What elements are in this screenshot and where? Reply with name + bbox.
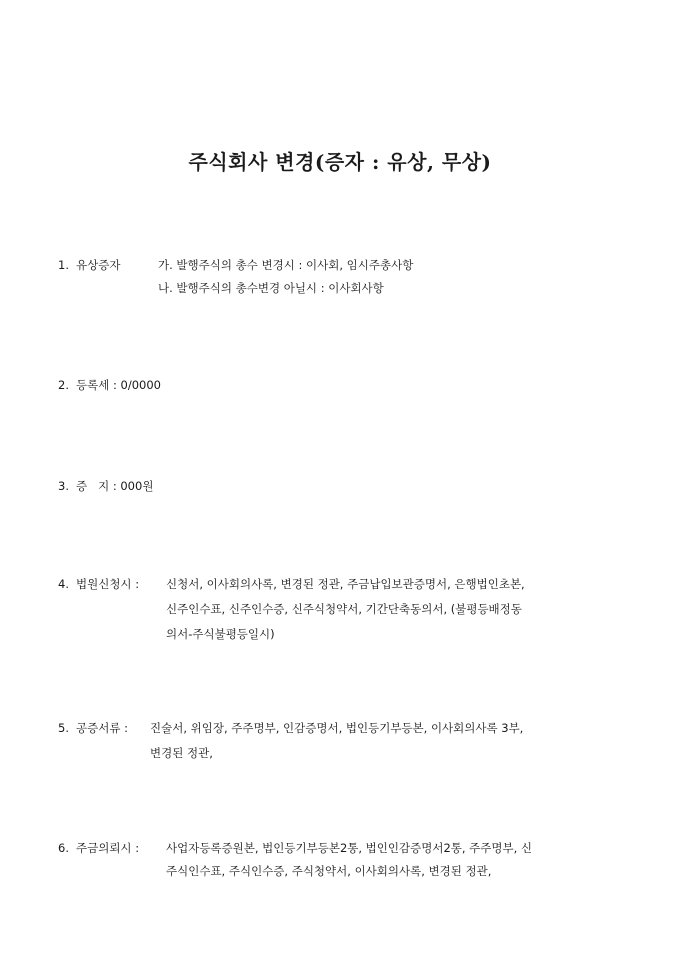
item-1-label: 유상증자 <box>76 258 121 272</box>
item-5-line-2: 변경된 정관, <box>150 746 213 760</box>
page-title: 주식회사 변경(증자 : 유상, 무상) <box>188 150 492 174</box>
item-4-line-2: 신주인수표, 신주인수증, 신주식청약서, 기간단축동의서, (불평등배정동 <box>166 602 522 616</box>
item-5-label: 공증서류 : <box>76 721 128 735</box>
item-6-number: 6. <box>58 841 69 855</box>
item-5-number: 5. <box>58 721 69 735</box>
item-2-number: 2. <box>58 378 69 392</box>
item-5-line-1: 진술서, 위임장, 주주명부, 인감증명서, 법인등기부등본, 이사회의사록 3부, <box>150 721 524 735</box>
item-4-line-3: 의서-주식불평등일시) <box>166 627 275 641</box>
item-1-number: 1. <box>58 258 69 272</box>
item-1-line-1: 가. 발행주식의 총수 변경시 : 이사회, 임시주총사항 <box>158 258 414 272</box>
item-2-text: 등록세 : 0/0000 <box>76 378 161 392</box>
item-6-line-2: 주식인수표, 주식인수증, 주식청약서, 이사회의사록, 변경된 정관, <box>166 864 492 878</box>
item-3-number: 3. <box>58 479 69 493</box>
item-6-label: 주금의뢰시 : <box>76 841 140 855</box>
item-6-line-1: 사업자등록증원본, 법인등기부등본2통, 법인인감증명서2통, 주주명부, 신 <box>166 841 533 855</box>
item-1-line-2: 나. 발행주식의 총수변경 아닐시 : 이사회사항 <box>158 281 384 295</box>
item-4-line-1: 신청서, 이사회의사록, 변경된 정관, 주금납입보관증명서, 은행법인초본, <box>166 577 525 591</box>
item-4-label: 법원신청시 : <box>76 577 140 591</box>
item-4-number: 4. <box>58 577 69 591</box>
item-3-text: 증 지 : 000원 <box>76 479 154 493</box>
